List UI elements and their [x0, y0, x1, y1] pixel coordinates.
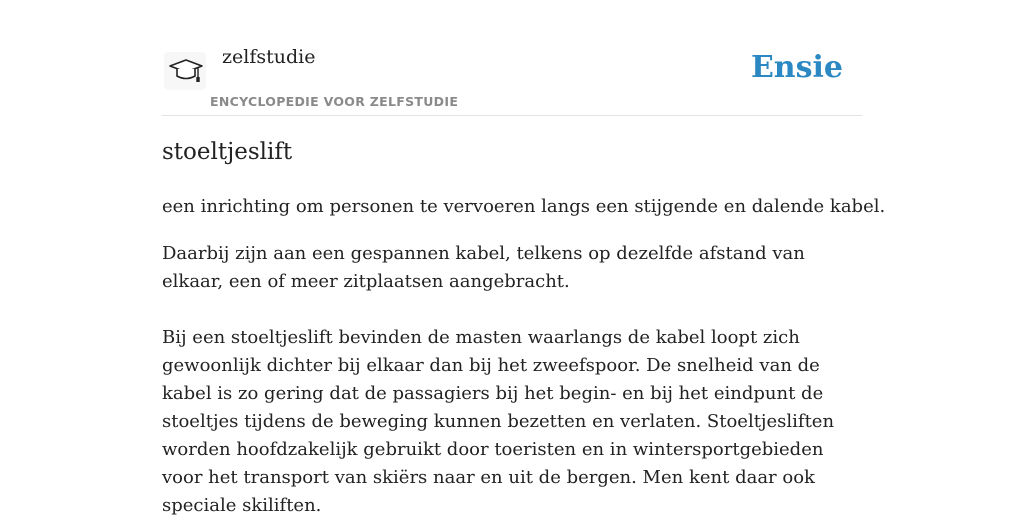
- entry-paragraph: Daarbij zijn aan een gespannen kabel, telkens op dezelfde afstand van elkaar, een of meer zitplaatsen aangebracht.: [162, 243, 805, 292]
- site-header: [162, 0, 862, 116]
- entry-definition: een inrichting om personen te vervoeren langs een stijgende en dalende kabel.: [162, 196, 886, 217]
- entry-paragraph: Bij een stoeltjeslift bevinden de masten waarlangs de kabel loopt zich gewoonlijk dichter bij elkaar dan bij het zweefspoor. De snelheid van de kabel is zo gering dat de passagiers bij het begin- en bij het eindpunt de stoeltjes tijdens de beweging kunnen bezetten en verlaten. Stoeltjesliften worden hoofdzakelijk gebruikt door toeristen en in wintersportgebieden voor het transport van skiërs naar en uit de bergen. Men kent daar ook speciale skiliften.: [162, 327, 835, 516]
- brand-logo[interactable]: Ensie: [750, 50, 843, 85]
- article-page: [162, 0, 886, 516]
- site-name[interactable]: zelfstudie: [222, 46, 316, 68]
- entry-term: stoeltjeslift: [162, 139, 293, 165]
- site-tagline: ENCYCLOPEDIE VOOR ZELFSTUDIE: [210, 94, 459, 109]
- graduation-cap-icon[interactable]: [164, 52, 206, 90]
